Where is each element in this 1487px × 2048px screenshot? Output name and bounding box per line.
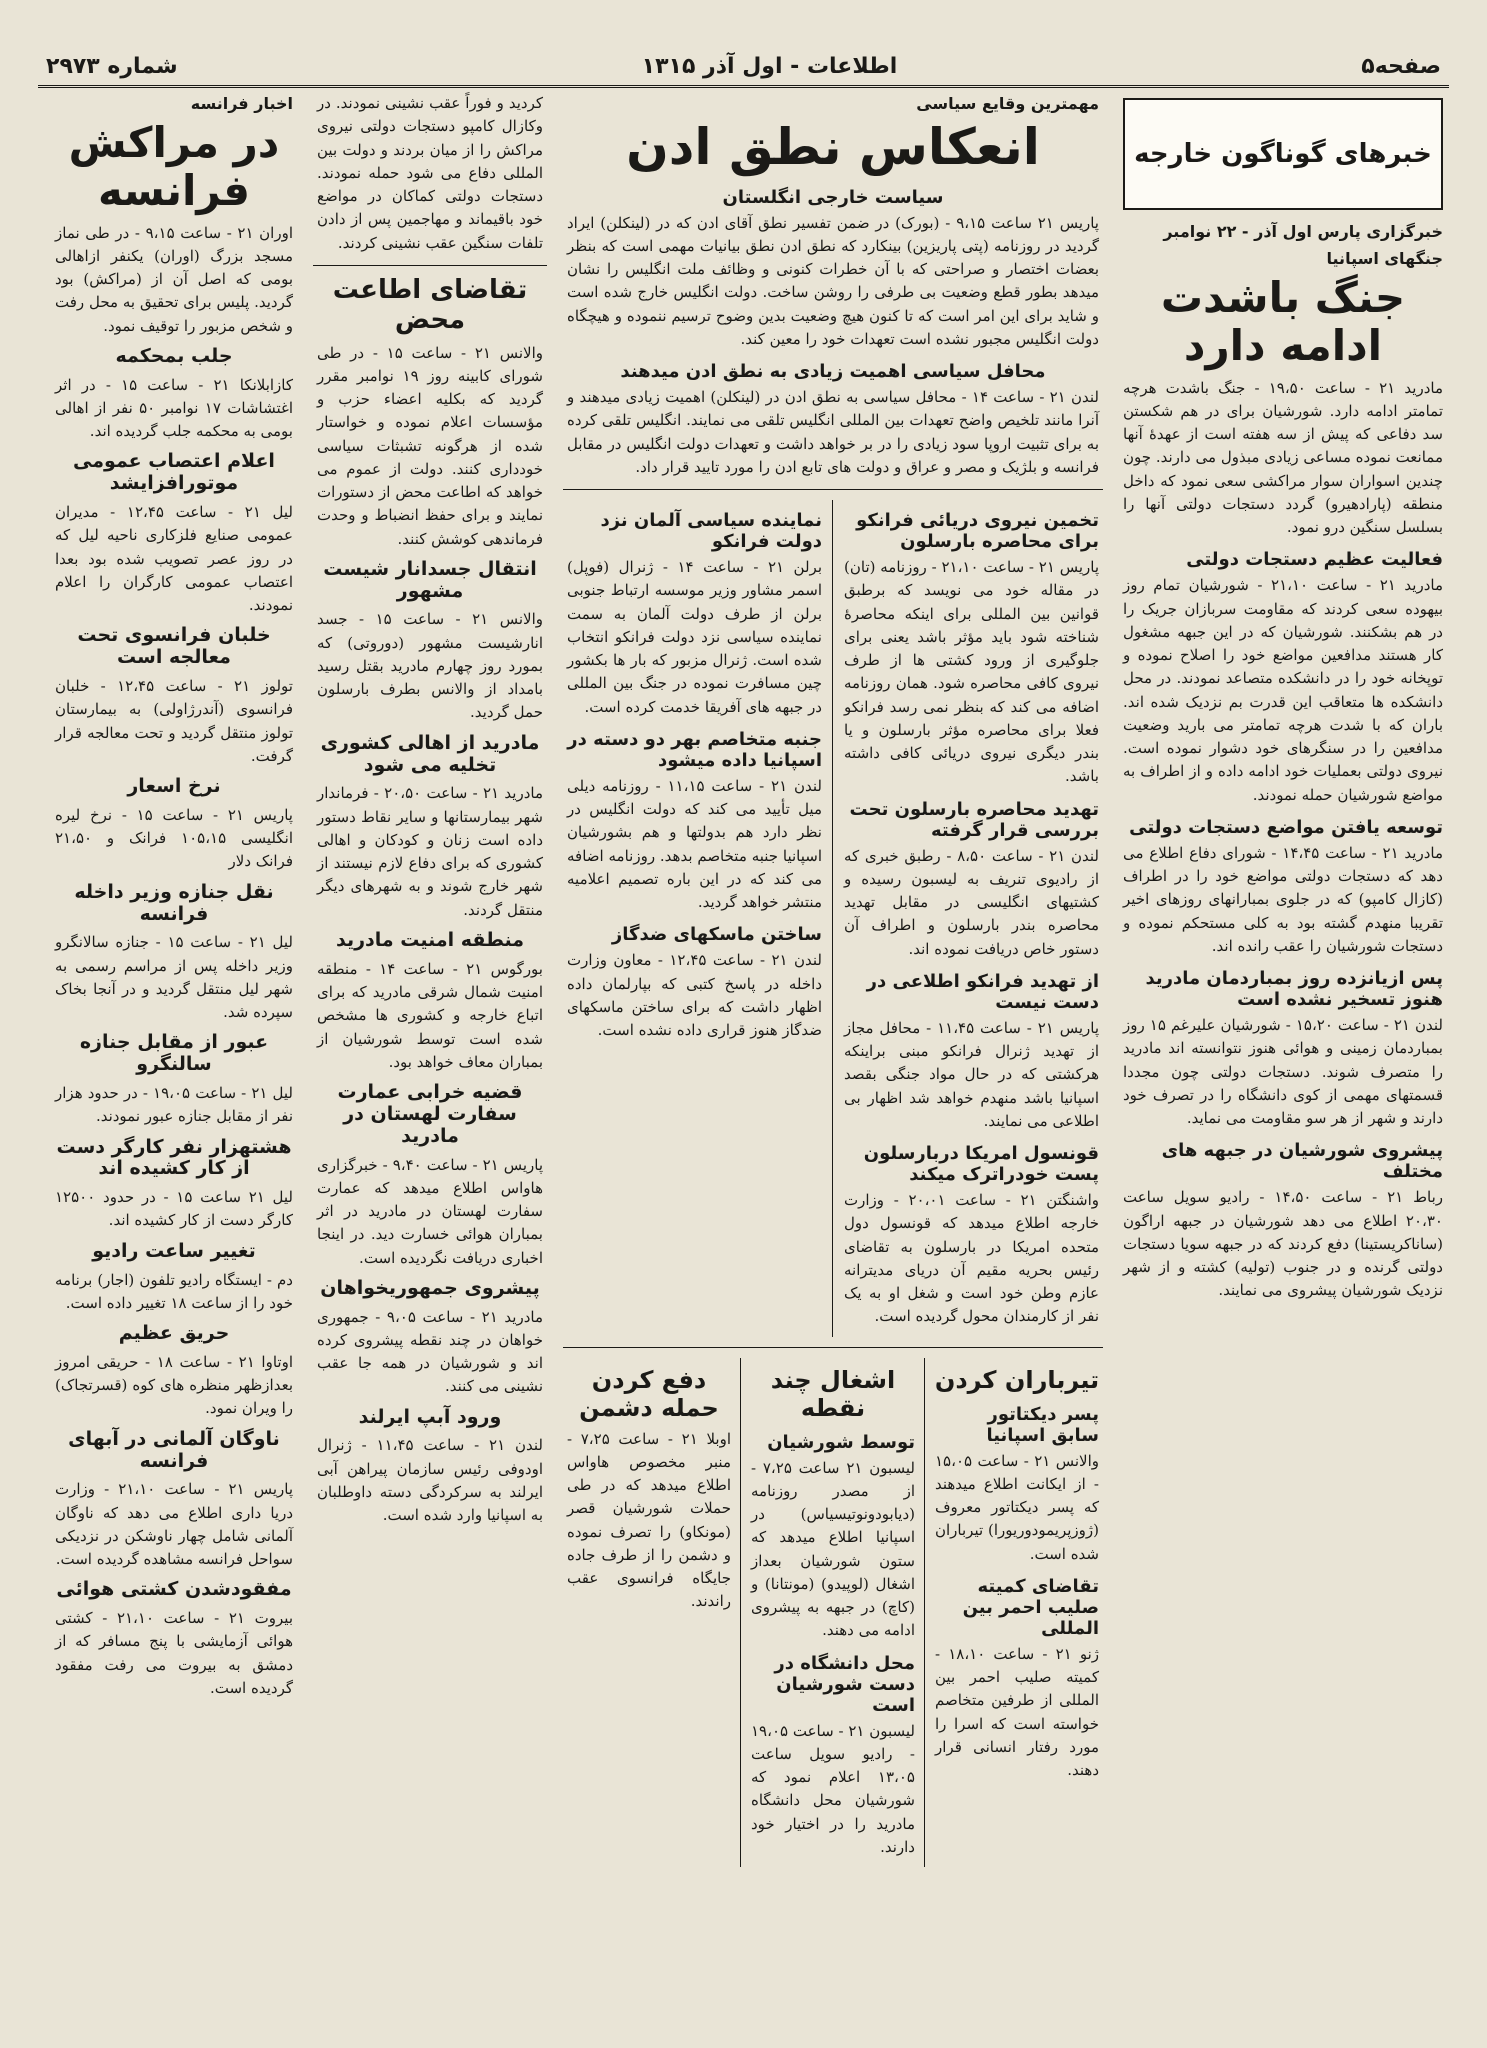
subheading: تقاضای کمیته صلیب احمر بین المللی [962, 1575, 1099, 1639]
bottom-box-block [563, 1358, 1103, 1868]
article-body: لندن ۲۱ - ساعت ۱۱،۱۵ - روزنامه دیلی میل تأیید می کند که دولت انگلیس در نظر دارد هم بدولتها و هم بشورشیان اسپانیا جنبه متخاصم بدهد. روزنامه اضافه می کند که در این باره تصمیم اعلامیه منتشر خواهد گردید. [567, 776, 822, 911]
article-body: رباط ۲۱ - ساعت ۱۴،۵۰ - رادیو سویل ساعت ۲۰،۳۰ اطلاع می دهد شورشیان در جبهه اراگون (ساناکریستینا) دفع کردند که در جبهه سویا دستجات دولتی گرنده و در جنوب (تولیه) کشته و از شهر نزدیک شورشیان پیشروی می نمایند. [1123, 1188, 1443, 1300]
subheading: قضیه خرابی عمارت سفارت لهستان در مادرید [337, 1081, 523, 1147]
subheading: حریق عظیم [118, 1322, 230, 1345]
article-body: لیل ۲۱ - ساعت ۱۵ - جنازه سالانگرو وزیر داخله پس از مراسم رسمی به شهر لیل منتقل گردید و در آنجا بخاک سپرده شد. [55, 933, 293, 1022]
article-body: اوبلا ۲۱ - ساعت ۷،۲۵ - منبر مخصوص هاواس اطلاع میدهد که در طی حملات شورشیان قصر (مونکاو) را تصرف نموده و دشمن را از طرف جاده جایگاه فرانسوی عقب راندند. [567, 1429, 731, 1611]
issue-number: شماره ۲۹۷۳ [46, 54, 178, 79]
subheading: ناوگان آلمانی در آبهای فرانسه [68, 1427, 280, 1472]
main-headline: جنگ باشدت ادامه دارد [1160, 273, 1406, 371]
section-kicker: اخبار فرانسه [190, 94, 293, 113]
article-body: بورگوس ۲۱ - ساعت ۱۴ - منطقه امنیت شمال شرقی مادرید که برای اتباع خارجه و کشوری ها مشخص شده است توسط شورشیان از بمباران معاف خواهد بود. [317, 959, 543, 1071]
article-body: واشنگتن ۲۱ - ساعت ۲۰،۰۱ - وزارت خارجه اطلاع میدهد که قونسول دول متحده امریکا در بارسلون به تقاضای رئیس بحریه مقیم آن دریای مدیترانه عازم وطن خود است و شغل او به یک نفر از کارمندان محول گردیده است. [844, 1191, 1099, 1326]
article-body: والانس ۲۱ - ساعت ۱۵،۰۵ - از ایکانت اطلاع میدهند که پسر دیکتاتور معروف (ژوزپریمودوریورا) تیرباران شده است. [935, 1451, 1099, 1563]
subheading: قونسول امریکا دربارسلون پست خودراترک میکند [863, 1143, 1099, 1185]
divider [313, 265, 547, 266]
subheading: پیشروی شورشیان در جبهه های مختلف [1161, 1140, 1443, 1183]
subheading: محافل سیاسی اهمیت زیادی به نطق ادن میدهند [620, 361, 1046, 382]
subheading: جلب بمحکمه [115, 344, 233, 367]
subheading: تهدید محاصره بارسلون تحت بررسی قرار گرفته [849, 798, 1099, 841]
article-body: اوتاوا ۲۱ - ساعت ۱۸ - حریقی امروز بعدازظهر منظره های کوه (قسرتجاک) را ویران نمود. [55, 1352, 293, 1418]
article-body: لیل ۲۱ - ساعت ۱۹،۰۵ - در حدود هزار نفر از مقابل جنازه عبور نمودند. [55, 1084, 293, 1126]
article-body: لندن ۲۱ - ساعت ۱۴ - محافل سیاسی به نطق ادن در (لینکلن) اهمیت زیادی میدهند و آنرا مانند تلخیص واضح تعهدات بین المللی انگلیس تلقی می نمایند. انگلیس تلقی کرده به برای تثبیت اروپا سود زیادی را در بر خواهد داشت و تعهدات دولت انگلیس در مقابل فرانسه و بلژیک و مصر و عراق و دولت های تابع ادن را مورد تایید قرار داد. [567, 388, 1099, 476]
bottom-box [563, 1358, 735, 1868]
article-body: پاریس ۲۱ - ساعت ۲۱،۱۰ - روزنامه (تان) در مقاله خود می نویسد که برطبق قوانین بین المللی برای اینکه محاصرۀ شناخته شود باید مؤثر باشد یعنی برای جلوگیری از ورود کشتی ها از طرف نیروی کافی محاصره شود. همان روزنامه اضافه می کند که بنظر نمی رسد فرانکو فعلا برای محاصره مؤثر بارسلون و یا بندر دیگری نیروی دریائی کافی داشته باشد. [844, 558, 1099, 786]
article-body: پاریس ۲۱ - ساعت ۱۵ - نرخ لیره انگلیسی ۱۰۵،۱۵ فرانک و ۲۱،۵۰ فرانک دلار [55, 805, 293, 871]
subheading: تقاضای اطاعت محض [332, 274, 528, 335]
article-body: پاریس ۲۱ - ساعت ۹،۴۰ - خبرگزاری هاواس اطلاع میدهد که عمارت سفارت لهستان در مادرید در اثر بمباران هوائی خسارت دید. در اینجا اخباری دریافت نگردیده است. [317, 1155, 543, 1267]
column-spain-continued [313, 92, 547, 2008]
subheading: پسر دیکتاتور سابق اسپانیا [986, 1403, 1099, 1446]
subheading: توسعه یافتن مواضع دستجات دولتی [1129, 816, 1443, 838]
article-body: مادرید ۲۱ - ساعت ۹،۰۵ - جمهوری خواهان در چند نقطه پیشروی کرده اند و شورشیان در همه جا عقب نشینی می کنند. [317, 1307, 543, 1396]
columns [40, 92, 1447, 2008]
masthead [38, 40, 1449, 88]
article-body: مادرید ۲۱ - ساعت ۱۴،۴۵ - شورای دفاع اطلاع می دهد که دستجات دولتی مواضع خود را در اطراف (کازال کامپو) که در جلوی بمبارانهای روزهای اخیر تقریبا منهدم گشته بود به کلی مستحکم نموده و دستجات شورشیان را عقب رانده اند. [1123, 843, 1443, 955]
subheading: اعلام اعتصاب عمومی موتورافزایشد [73, 450, 275, 495]
france-headline: در مراکش فرانسه [68, 118, 280, 216]
article-body: مادرید ۲۱ - ساعت ۲۱،۱۰ - شورشیان تمام روز بیهوده سعی کردند که مقاومت سربازان جریک را در هم بشکنند. شورشیان که در این جبهه مشغول کار هستند مدافعین مواضع خود را اصلاح نموده و توپخانه خود را در دانشکده متصاعد نمودند. در محل دانشکده ها متعاقب این قدرت بم نزدیک شده اند. باران که با شدت هرچه تمامتر می بارید وضعیت مدافعین را در سنگرهای خود دشوار نموده است. نیروی دولتی بعملیات خود ادامه داده و از اطراف به مواضع شورشیان حمله نمودند. [1123, 576, 1443, 804]
divider [563, 1347, 1103, 1348]
article-body: لیل ۲۱ ساعت ۱۵ - در حدود ۱۲۵۰۰ کارگر دست از کار کشیده اند. [55, 1188, 293, 1230]
box-headline: دفع کردن حمله دشمن [579, 1365, 719, 1422]
article-body: برلن ۲۱ - ساعت ۱۴ - ژنرال (فوپل) اسمر مشاور وزیر موسسه ارتباط جنوبی برلن از طرف دولت آلمان به سمت نماینده سیاسی نزد دولت فرانکو انتخاب شده است. ژنرال مزبور که بار ها بکشور چین مسافرت نموده در جنگ بین المللی در جبهه های آفریقا خدمت کرده است. [567, 558, 822, 716]
subheading: ساختن ماسکهای ضدگاز [611, 924, 822, 946]
article-body: لندن ۲۱ - ساعت ۱۲،۴۵ - معاون وزارت داخله در پاسخ کتبی که بپارلمان داده اظهار داشت که برای ساختن ماسکهای ضدگاز هنوز قراری داده نشده است. [567, 951, 822, 1039]
subheading: از تهدید فرانکو اطلاعی در دست نیست [866, 970, 1099, 1013]
subheading: پیشروی جمهوریخواهان [320, 1276, 540, 1299]
article-body: لندن ۲۱ - ساعت ۱۵،۲۰ - شورشیان علیرغم ۱۵ روز بمباردمان زمینی و هوائی هنوز نتوانسته اند مادرید را متصرف شوند. دستجات دولتی چون مجددا قسمتهای مهمی از کوی دانشگاه را در تصرف خود دارند و شهر از هر سو مقاومت می نماید. [1123, 1016, 1443, 1128]
box-headline: اشغال چند نقطه [770, 1365, 896, 1422]
subheading: انتقال جسدانار شیست مشهور [323, 557, 537, 602]
section-kicker: مهمترین وقایع سیاسی [916, 94, 1099, 113]
subheading: سیاست خارجی انگلستان [722, 186, 944, 208]
subheading: جنبه متخاصم بهر دو دسته در اسپانیا داده میشود [567, 728, 822, 771]
article-body: لندن ۲۱ - ساعت ۱۱،۴۵ - ژنرال اودوفی رئیس سازمان پیراهن آبی ایرلند به سرکردگی دسته داوطلبان به اسپانیا وارد شده است. [317, 1436, 543, 1525]
subheading: مفقودشدن کشتی هوائی [56, 1578, 292, 1601]
article-body: والانس ۲۱ - ساعت ۱۵ - در طی شورای کابینه روز ۱۹ نوامبر مقرر گردید که بکلیه اعضاء حزب و مؤسسات اعلام نموده و خواستار شده از هرگونه تشبثات سیاسی خودداری کنند. دولت از عموم می خواهد که اطاعت محض از دستورات نمایند و برای حفظ انضباط و وحدت فرماندهی کوشش کنند. [317, 343, 543, 548]
agency-line: خبرگزاری پارس اول آذر - ۲۲ نوامبر [1163, 222, 1443, 241]
column-political-news [563, 92, 1103, 2008]
article-body: پاریس ۲۱ - ساعت ۲۱،۱۰ - وزارت دریا داری اطلاع می دهد که ناوگان آلمانی شامل چهار ناوشکن در نزدیکی سواحل فرانسه مشاهده گردیده است. [55, 1480, 293, 1569]
article-body: اوران ۲۱ - ساعت ۹،۱۵ - در طی نماز مسجد بزرگ (اوران) یکنفر ازاهالی بومی که اصل آن از (مراکش) بود گردید. پلیس برای تحقیق به محل رفت و شخص مزبور را توقیف نمود. [55, 223, 293, 335]
bottom-box [931, 1358, 1103, 1868]
subcolumn [563, 500, 826, 1337]
subheading: فعالیت عظیم دستجات دولتی [1186, 549, 1443, 571]
subheading: نماینده سیاسی آلمان نزد دولت فرانکو [600, 510, 822, 552]
article-body: لیسبون ۲۱ - ساعت ۱۹،۰۵ - رادیو سویل ساعت ۱۳،۰۵ اعلام نمود که شورشیان محل دانشگاه مادرید را در اختیار خود دارند. [751, 1721, 915, 1856]
paper-date: اطلاعات - اول آذر ۱۳۱۵ [641, 54, 898, 79]
box-headline: تیرباران کردن [934, 1365, 1100, 1394]
foreign-news-banner: خبرهای گوناگون خارجه [1123, 98, 1443, 210]
column-foreign-news [1119, 92, 1447, 2008]
article-body: ژنو ۲۱ - ساعت ۱۸،۱۰ - کمیته صلیب احمر بین المللی از طرفین متخاصم خواسته است که اسرا را مورد رفتار انسانی قرار دهند. [935, 1644, 1099, 1779]
subheading: خلبان فرانسوی تحت معالجه است [77, 624, 271, 669]
article-body: کازابلانکا ۲۱ - ساعت ۱۵ - در اثر اغتشاشات ۱۷ نوامبر ۵۰ نفر از اهالی بومی به محکمه جلب گردیده اند. [55, 375, 293, 441]
article-body: پاریس ۲۱ ساعت ۹،۱۵ - (بورک) در ضمن تفسیر نطق آقای ادن که در (لینکلن) ایراد گردید در روزنامه (پتی پاریزین) بینکارد که نطق ادن نطق بیانیات مهمی است که بنظر بعضات اختصار و صراحتی که با آن خطرات کنونی و وظائف ملت انگلیس را نشان میدهد بطور قطع وضعیت بی طرفی را روشن ساخت. دولت انگلیس خارج شده است و شاید برای این امر است که تا کنون هیچ وضعیت بدین وضوح ترسیم ننموده و هیچگاه دولت انگلیس مجبور نشده است تعهدات خود را معین کند. [567, 213, 1099, 348]
subheading: منطقه امنیت مادرید [335, 928, 525, 951]
subcolumn [840, 500, 1103, 1337]
article-body: لیسبون ۲۱ ساعت ۷،۲۵ - از مصدر روزنامه (دیابودونوتیسیاس) در اسپانیا اطلاع میدهد که ستون شورشیان بعداز اشغال (لوپیدو) (مونتانا) و (کاچ) در جبهه به پیشروی ادامه می دهند. [751, 1458, 916, 1640]
subheading: توسط شورشیان [767, 1431, 915, 1453]
subheading: ورود آبپ ایرلند [358, 1405, 502, 1428]
article-lead: مادرید ۲۱ - ساعت ۱۹،۵۰ - جنگ باشدت هرچه تمامتر ادامه دارد. شورشیان برای در هم شکستن سد دفاعی که پیش از سه هفته است از عهدۀ آنها ممانعت نموده مساعی زیادی مبذول می دارند. چون چندین اسواران سوار مراکشی سعی نمود که داخل منطقه (پارادهیرو) گردد دستجات دولتی آنها را بسلسل سنگین درو نمود. [1123, 378, 1443, 537]
section-kicker: جنگهای اسپانیا [1326, 249, 1443, 268]
article-body: بیروت ۲۱ - ساعت ۲۱،۱۰ - کشتی هوائی آزمایشی با پنج مسافر که از دمشق به بیروت می رفت مفقود گردیده است. [55, 1609, 293, 1697]
subheading: نرخ اسعار [127, 775, 221, 798]
divider [563, 489, 1103, 490]
article-body: لندن ۲۱ - ساعت ۸،۵۰ - رطبق خبری که از رادیوی تنریف به لیسبون رسیده و کشتیهای انگلیسی در مقابل تهدید محاصره بندر بارسلون و اطراف آن دستور خاص دریافت نموده اند. [844, 846, 1099, 958]
subheading: نقل جنازه وزیر داخله فرانسه [74, 880, 274, 925]
article-body: والانس ۲۱ - ساعت ۱۵ - جسد انارشیست مشهور (دوروتی) که بمورد روز چهارم مادرید بقتل رسید بامداد از والانس بطرف بارسلون حمل گردید. [317, 610, 543, 722]
bottom-box [747, 1358, 919, 1868]
page-number: صفحه۵ [1361, 54, 1441, 79]
article-body: پاریس ۲۱ - ساعت ۱۱،۴۵ - محافل مجاز از تهدید ژنرال فرانکو مبنی براینکه هرکشتی که در حال مواد جنگی بقصد اسپانیا باشد منهدم خواهد شد اظهار بی اطلاعی می نمایند. [844, 1018, 1099, 1130]
subheading: پس ازیانزده روز بمباردمان مادرید هنوز تسخیر نشده است [1145, 968, 1443, 1011]
subheading: تغییر ساعت رادیو [92, 1239, 256, 1262]
article-body: تولوز ۲۱ - ساعت ۱۲،۴۵ - خلبان فرانسوی (آندرژاولی) به بیمارستان تولوز منتقل گردید و تحت معالجه قرار گرفت. [55, 677, 293, 765]
subheading: مادرید از اهالی کشوری تخلیه می شود [320, 731, 540, 776]
subheading: محل دانشگاه در دست شورشیان است [774, 1652, 915, 1716]
article-body: کردید و فوراً عقب نشینی نمودند. در وکازال کامپو دستجات دولتی نیروی مراکش را از میان بردند و دولت بین المللی دفاع می شود حمله نمودند. دستجات دولتی کماکان در مواضع خود باقیماند و مهاجمین پس از دادن تلفات سنگین عقب نشینی کردند. [317, 94, 543, 252]
eden-headline: انعکاس نطق ادن [626, 118, 1040, 176]
article-body: مادرید ۲۱ - ساعت ۲۰،۵۰ - فرماندار شهر بیمارستانها و سایر نقاط دستور داده است زنان و کودکان و اهالی کشوری که برای دفاع لازم نیستند از شهر خارج شوند و به شهرهای دیگر منتقل گردند. [317, 784, 543, 919]
subheading: هشتهزار نفر کارگر دست از کار کشیده اند [56, 1135, 292, 1180]
subheading: تخمین نیروی دریائی فرانکو برای محاصره بارسلون [856, 510, 1099, 552]
article-body: لیل ۲۱ - ساعت ۱۲،۴۵ - مدیران عمومی صنایع فلزکاری ناحیه لیل که در روز عصر تصویب شده بود بعدا اعتصاب عمومی کارگران را اعلام نمودند. [55, 503, 293, 615]
two-column-block [563, 500, 1103, 1337]
article-body: دم - ایستگاه رادیو تلفون (اجار) برنامه خود را از ساعت ۱۸ تغییر داده است. [55, 1270, 293, 1312]
subheading: عبور از مقابل جنازه سالنگرو [79, 1031, 269, 1076]
column-france-news [51, 92, 297, 2008]
